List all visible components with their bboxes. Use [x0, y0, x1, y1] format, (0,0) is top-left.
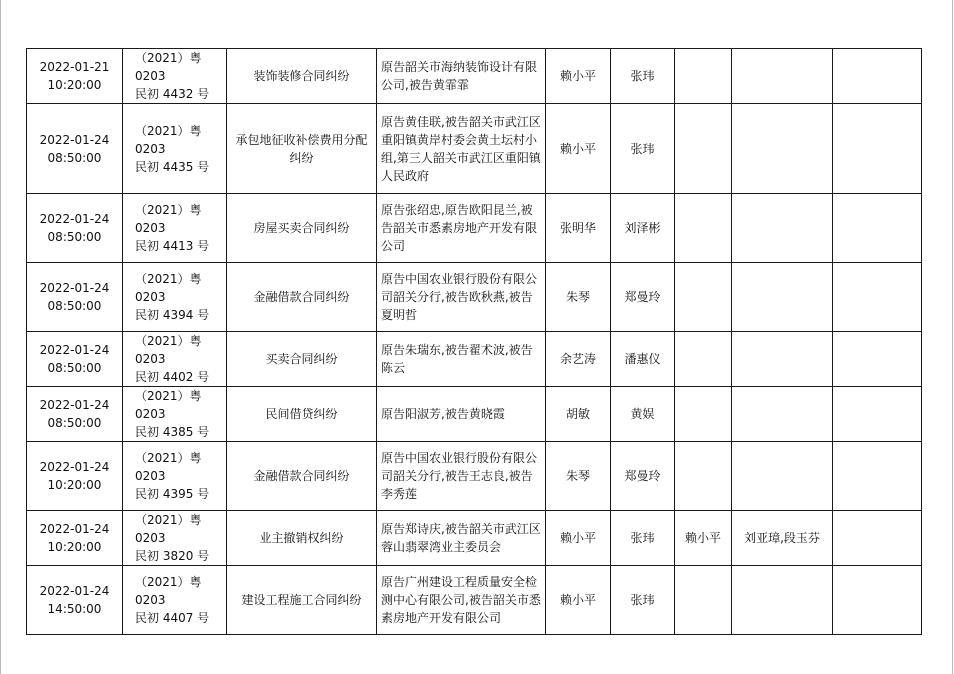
juror-cell-2: 刘亚璋,段玉芬 — [732, 511, 833, 566]
hearing-date: 2022-01-21 — [39, 60, 110, 74]
parties-cell: 原告朱瑞东,被告翟术波,被告陈云 — [377, 332, 546, 387]
schedule-body — [27, 49, 922, 635]
case-number-line1: （2021）粤 0203 — [135, 272, 202, 304]
case-number-line1: （2021）粤 0203 — [135, 513, 202, 545]
table-row — [27, 332, 922, 387]
hearing-datetime-cell — [27, 511, 123, 566]
juror-cell-2 — [732, 566, 833, 635]
case-number-cell — [123, 387, 227, 442]
extra-cell — [833, 49, 922, 104]
table-row — [27, 194, 922, 263]
clerk-cell: 刘泽彬 — [611, 194, 675, 263]
judge-cell: 张明华 — [546, 194, 611, 263]
hearing-datetime-cell — [27, 49, 123, 104]
hearing-datetime-cell — [27, 194, 123, 263]
hearing-time: 08:50:00 — [47, 150, 102, 165]
parties-cell: 原告黄佳联,被告韶关市武江区重阳镇黄岸村委会黄土坛村小组,第三人韶关市武江区重阳镇人民政府 — [377, 104, 546, 194]
extra-cell — [833, 387, 922, 442]
table-row — [27, 566, 922, 635]
hearing-datetime-cell — [27, 566, 123, 635]
judge-cell: 赖小平 — [546, 49, 611, 104]
case-number-cell — [123, 104, 227, 194]
page-edge-right — [952, 0, 953, 674]
extra-cell — [833, 194, 922, 263]
hearing-time: 14:50:00 — [47, 602, 102, 616]
hearing-date: 2022-01-24 — [39, 212, 110, 226]
case-cause-cell: 房屋买卖合同纠纷 — [227, 194, 377, 263]
hearing-date: 2022-01-24 — [39, 343, 110, 357]
table-row — [27, 442, 922, 511]
clerk-cell: 张玮 — [611, 566, 675, 635]
juror-cell-2 — [732, 387, 833, 442]
juror-cell-1: 赖小平 — [675, 511, 732, 566]
case-number-cell — [123, 332, 227, 387]
case-number-cell — [123, 194, 227, 263]
judge-cell: 余艺涛 — [546, 332, 611, 387]
page-edge-left — [0, 0, 1, 674]
juror-cell-2 — [732, 442, 833, 511]
hearing-time: 08:50:00 — [47, 361, 102, 375]
clerk-cell: 张玮 — [611, 511, 675, 566]
case-number-line1: （2021）粤 0203 — [135, 451, 202, 483]
case-number-line1: （2021）粤 0203 — [135, 334, 202, 366]
case-number-cell — [123, 263, 227, 332]
hearing-datetime-cell — [27, 332, 123, 387]
hearing-time: 08:50:00 — [47, 230, 102, 244]
hearing-date: 2022-01-24 — [39, 281, 110, 295]
case-number-line2: 民初 4432 号 — [135, 87, 210, 101]
case-cause-cell: 金融借款合同纠纷 — [227, 263, 377, 332]
judge-cell: 赖小平 — [546, 511, 611, 566]
clerk-cell: 郑曼玲 — [611, 263, 675, 332]
case-cause-cell: 业主撤销权纠纷 — [227, 511, 377, 566]
clerk-cell: 潘惠仪 — [611, 332, 675, 387]
hearing-time: 08:50:00 — [47, 416, 102, 430]
table-row — [27, 511, 922, 566]
case-cause-cell: 装饰装修合同纠纷 — [227, 49, 377, 104]
juror-cell-1 — [675, 194, 732, 263]
extra-cell — [833, 442, 922, 511]
extra-cell — [833, 104, 922, 194]
judge-cell: 赖小平 — [546, 104, 611, 194]
extra-cell — [833, 332, 922, 387]
table-row — [27, 387, 922, 442]
case-number-line2: 民初 4395 号 — [135, 487, 210, 501]
case-number-line2: 民初 4413 号 — [135, 239, 210, 253]
juror-cell-2 — [732, 104, 833, 194]
case-number-line1: （2021）粤 0203 — [135, 389, 202, 421]
case-number-cell — [123, 49, 227, 104]
hearing-date: 2022-01-24 — [39, 522, 110, 536]
juror-cell-1 — [675, 387, 732, 442]
juror-cell-1 — [675, 566, 732, 635]
hearing-datetime-cell — [27, 442, 123, 511]
hearing-datetime-cell — [27, 263, 123, 332]
parties-cell: 原告韶关市海纳装饰设计有限公司,被告黄霏霏 — [377, 49, 546, 104]
hearing-date: 2022-01-24 — [39, 132, 110, 147]
case-cause-cell: 建设工程施工合同纠纷 — [227, 566, 377, 635]
judge-cell: 赖小平 — [546, 566, 611, 635]
juror-cell-1 — [675, 104, 732, 194]
juror-cell-2 — [732, 49, 833, 104]
extra-cell — [833, 511, 922, 566]
hearing-datetime-cell — [27, 387, 123, 442]
parties-cell: 原告中国农业银行股份有限公司韶关分行,被告欧秋燕,被告夏明哲 — [377, 263, 546, 332]
case-cause-cell: 金融借款合同纠纷 — [227, 442, 377, 511]
case-number-line2: 民初 4435 号 — [135, 159, 210, 174]
judge-cell: 胡敏 — [546, 387, 611, 442]
case-cause-cell: 民间借贷纠纷 — [227, 387, 377, 442]
hearing-time: 10:20:00 — [47, 478, 102, 492]
table-row — [27, 104, 922, 194]
juror-cell-1 — [675, 442, 732, 511]
judge-cell: 朱琴 — [546, 442, 611, 511]
case-number-line2: 民初 4385 号 — [135, 425, 210, 439]
clerk-cell: 黄娱 — [611, 387, 675, 442]
parties-cell: 原告中国农业银行股份有限公司韶关分行,被告王志良,被告李秀莲 — [377, 442, 546, 511]
parties-cell: 原告郑诗庆,被告韶关市武江区蓉山翡翠湾业主委员会 — [377, 511, 546, 566]
case-number-cell — [123, 442, 227, 511]
case-number-line2: 民初 4402 号 — [135, 370, 210, 384]
table-row — [27, 263, 922, 332]
hearing-date: 2022-01-24 — [39, 460, 110, 474]
case-number-cell — [123, 511, 227, 566]
case-number-line1: （2021）粤 0203 — [135, 203, 202, 235]
juror-cell-1 — [675, 49, 732, 104]
hearing-date: 2022-01-24 — [39, 584, 110, 598]
extra-cell — [833, 263, 922, 332]
case-number-line2: 民初 3820 号 — [135, 549, 210, 563]
case-cause-cell: 承包地征收补偿费用分配纠纷 — [227, 104, 377, 194]
parties-cell: 原告张绍忠,原告欧阳昆兰,被告韶关市悉素房地产开发有限公司 — [377, 194, 546, 263]
hearing-schedule-table — [26, 48, 922, 635]
extra-cell — [833, 566, 922, 635]
parties-cell: 原告广州建设工程质量安全检测中心有限公司,被告韶关市悉素房地产开发有限公司 — [377, 566, 546, 635]
juror-cell-2 — [732, 332, 833, 387]
parties-cell: 原告阳淑芳,被告黄晓霞 — [377, 387, 546, 442]
hearing-time: 10:20:00 — [47, 540, 102, 554]
clerk-cell: 张玮 — [611, 49, 675, 104]
hearing-date: 2022-01-24 — [39, 398, 110, 412]
clerk-cell: 郑曼玲 — [611, 442, 675, 511]
juror-cell-2 — [732, 194, 833, 263]
case-number-line2: 民初 4394 号 — [135, 308, 210, 322]
judge-cell: 朱琴 — [546, 263, 611, 332]
hearing-time: 08:50:00 — [47, 299, 102, 313]
juror-cell-1 — [675, 332, 732, 387]
table-row — [27, 49, 922, 104]
hearing-datetime-cell — [27, 104, 123, 194]
hearing-time: 10:20:00 — [47, 78, 102, 92]
case-number-line1: （2021）粤 0203 — [135, 575, 202, 607]
juror-cell-2 — [732, 263, 833, 332]
clerk-cell: 张玮 — [611, 104, 675, 194]
case-number-cell — [123, 566, 227, 635]
case-number-line2: 民初 4407 号 — [135, 611, 210, 625]
case-number-line1: （2021）粤 0203 — [135, 123, 202, 156]
case-cause-cell: 买卖合同纠纷 — [227, 332, 377, 387]
juror-cell-1 — [675, 263, 732, 332]
case-number-line1: （2021）粤 0203 — [135, 51, 202, 83]
